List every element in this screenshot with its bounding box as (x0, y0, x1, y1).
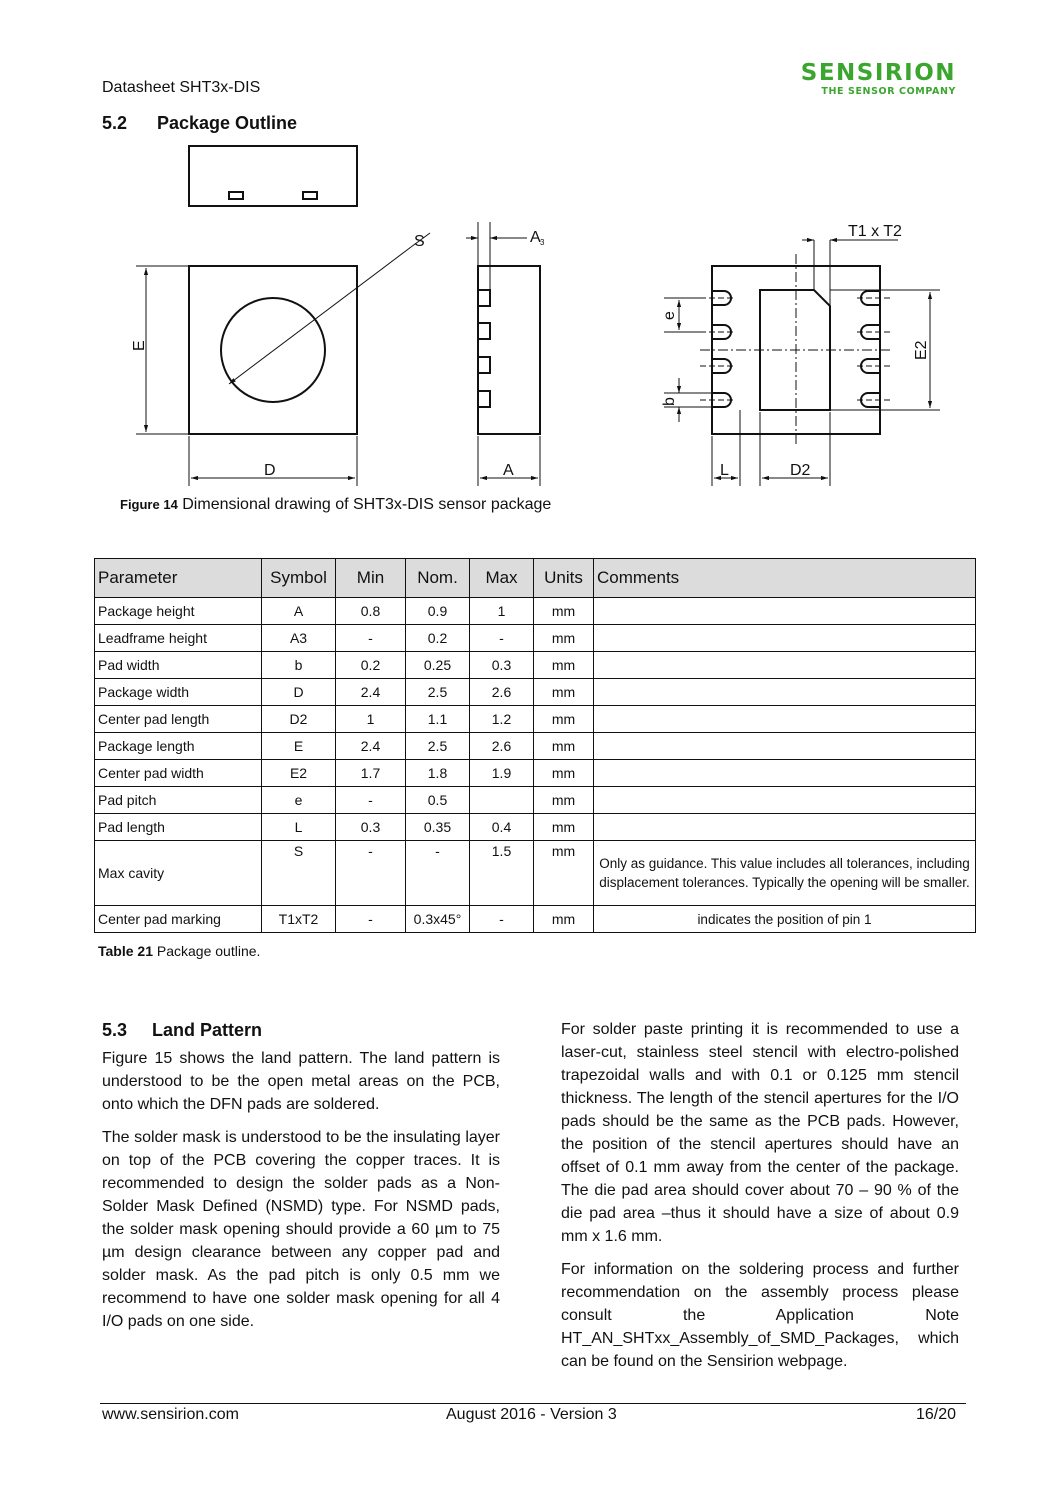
table-cell: 0.4 (470, 814, 534, 841)
table-caption-text: Package outline. (156, 943, 261, 959)
table-cell: - (336, 841, 406, 906)
table-cell: mm (534, 906, 594, 933)
side-view-top (189, 146, 357, 206)
table-cell: mm (534, 652, 594, 679)
table-cell: 1.9 (470, 760, 534, 787)
table-cell: mm (534, 598, 594, 625)
table-cell: Only as guidance. This value includes all tolerances, including displacement tolerances. Typically the opening will be smaller. (594, 841, 976, 906)
table-cell: mm (534, 706, 594, 733)
table-cell: Center pad marking (95, 906, 262, 933)
table-cell: - (406, 841, 470, 906)
table-cell (594, 733, 976, 760)
table-cell: Pad width (95, 652, 262, 679)
paragraph: Figure 15 shows the land pattern. The land pattern is understood to be the open metal areas on the PCB, onto which the DFN pads are soldered. (102, 1050, 500, 1113)
footer-page-number: 16/20 (915, 1406, 956, 1423)
label-E2: E2 (913, 340, 930, 360)
table-cell: 0.3x45° (406, 906, 470, 933)
table-cell: Package length (95, 733, 262, 760)
table-cell: A3 (262, 625, 336, 652)
table-cell: - (336, 906, 406, 933)
package-top-view (189, 266, 357, 434)
table-cell: Leadframe height (95, 625, 262, 652)
table-cell: mm (534, 814, 594, 841)
table-cell: 1 (336, 706, 406, 733)
table-header: Comments (594, 559, 976, 598)
section-number: 5.2 (102, 113, 128, 133)
table-cell: 0.3 (336, 814, 406, 841)
table-cell: E (262, 733, 336, 760)
footer-date-version: August 2016 - Version 3 (446, 1406, 617, 1423)
table-cell: A (262, 598, 336, 625)
table-cell (594, 679, 976, 706)
table-cell: 1.1 (406, 706, 470, 733)
table-cell: mm (534, 787, 594, 814)
table-cell: 0.2 (336, 652, 406, 679)
label-A: A (503, 462, 514, 479)
table-cell: mm (534, 733, 594, 760)
table-cell (594, 787, 976, 814)
table-cell (594, 652, 976, 679)
table-cell: Package width (95, 679, 262, 706)
table-cell: 1.2 (470, 706, 534, 733)
table-header: Symbol (262, 559, 336, 598)
table-row (95, 706, 976, 733)
table-cell: S (262, 841, 336, 906)
table-cell: 2.5 (406, 679, 470, 706)
table-cell: 0.8 (336, 598, 406, 625)
figure-caption-label: Figure 14 (120, 497, 178, 512)
cavity-circle (221, 298, 325, 402)
table-cell: 2.5 (406, 733, 470, 760)
table-header-row (95, 559, 976, 598)
table-cell: 0.3 (470, 652, 534, 679)
label-S: S (414, 233, 425, 250)
table-cell: Max cavity (95, 841, 262, 906)
table-caption-label: Table 21 (98, 943, 153, 959)
figure-caption (120, 496, 551, 514)
table-cell: 2.4 (336, 733, 406, 760)
table-row (95, 733, 976, 760)
table-row (95, 841, 976, 906)
table-cell: 1.7 (336, 760, 406, 787)
section-title: Land Pattern (152, 1020, 263, 1040)
table-cell: 2.6 (470, 733, 534, 760)
paragraph: For information on the soldering process and further recommendation on the assembly process please consult the Application Note HT_AN_SHTxx_Assembly_of_SMD_Packages, which can be found on the Sensirion webpage. (561, 1261, 959, 1370)
table-cell: 0.25 (406, 652, 470, 679)
table-cell: 0.5 (406, 787, 470, 814)
table-cell: D (262, 679, 336, 706)
document-title: Datasheet SHT3x-DIS (102, 79, 261, 96)
label-D2: D2 (790, 462, 811, 479)
table-cell: mm (534, 625, 594, 652)
footer-divider (100, 1403, 966, 1404)
table-row (95, 598, 976, 625)
table-cell: Pad length (95, 814, 262, 841)
table-cell: 0.2 (406, 625, 470, 652)
sensirion-logo (801, 60, 956, 97)
package-outline-table (94, 558, 976, 933)
table-header: Units (534, 559, 594, 598)
table-row (95, 760, 976, 787)
table-cell (594, 625, 976, 652)
section-5-3-heading (102, 1020, 262, 1041)
label-A3: A (530, 229, 541, 246)
label-E: E (131, 340, 148, 351)
table-row (95, 906, 976, 933)
table-cell (594, 760, 976, 787)
paragraph: For solder paste printing it is recommended to use a laser-cut, stainless steel stencil with electro-polished trapezoidal walls and with 0.1 or 0.125 mm stencil thickness. The length of the stencil apertures for the I/O pads should be the same as the PCB pads. However, the position of the stencil apertures should have an offset of 0.1 mm away from the center of the package. The die pad area should cover about 70 – 90 % of the die pad area –thus it should have a size of about 0.9 mm x 1.6 mm. (561, 1021, 959, 1245)
table-cell: Pad pitch (95, 787, 262, 814)
table-cell: T1xT2 (262, 906, 336, 933)
table-cell: b (262, 652, 336, 679)
table-cell: 2.4 (336, 679, 406, 706)
package-dimension-drawing (100, 140, 960, 495)
table-row (95, 679, 976, 706)
table-row (95, 814, 976, 841)
table-cell: 1.5 (470, 841, 534, 906)
label-D: D (264, 462, 276, 479)
label-T1T2: T1 x T2 (848, 223, 902, 240)
table-cell: - (336, 787, 406, 814)
table-row (95, 787, 976, 814)
label-e: e (661, 311, 678, 320)
section-5-2-heading (102, 113, 297, 134)
table-header: Min (336, 559, 406, 598)
table-cell: 1.8 (406, 760, 470, 787)
table-row (95, 625, 976, 652)
table-cell: mm (534, 841, 594, 906)
table-cell: 0.9 (406, 598, 470, 625)
table-header: Max (470, 559, 534, 598)
table-cell (594, 706, 976, 733)
table-cell: mm (534, 760, 594, 787)
table-cell: - (470, 906, 534, 933)
table-cell: 0.35 (406, 814, 470, 841)
table-cell: e (262, 787, 336, 814)
figure-caption-text: Dimensional drawing of SHT3x-DIS sensor package (182, 496, 552, 513)
table-cell: 2.6 (470, 679, 534, 706)
table-header: Parameter (95, 559, 262, 598)
table-cell: D2 (262, 706, 336, 733)
table-cell: mm (534, 679, 594, 706)
section-title: Package Outline (157, 113, 298, 133)
table-cell: - (470, 625, 534, 652)
footer-website: www.sensirion.com (102, 1406, 239, 1423)
table-cell: Center pad width (95, 760, 262, 787)
table-cell (594, 598, 976, 625)
label-A3-sub: 3 (540, 238, 545, 247)
table-header: Nom. (406, 559, 470, 598)
table-cell: indicates the position of pin 1 (594, 906, 976, 933)
table-row (95, 652, 976, 679)
label-L: L (720, 462, 729, 479)
logo-wordmark: SENSIRION (800, 60, 956, 86)
label-b: b (661, 397, 678, 406)
table-cell: Package height (95, 598, 262, 625)
paragraph: The solder mask is understood to be the insulating layer on top of the PCB covering the copper traces. It is recommended to design the solder pads as a Non-Solder Mask Defined (NSMD) type. For NSMD pads, the solder mask opening should provide a 60 µm to 75 µm design clearance between any copper pad and solder mask. As the pad pitch is only 0.5 mm we recommend to have one solder mask opening for all 4 I/O pads on one side. (102, 1129, 500, 1330)
left-column (102, 1047, 500, 1343)
table-cell: E2 (262, 760, 336, 787)
table-cell (594, 814, 976, 841)
package-side-view (478, 266, 540, 434)
table-cell (470, 787, 534, 814)
table-caption (98, 943, 260, 959)
table-cell: 1 (470, 598, 534, 625)
logo-tagline: THE SENSOR COMPANY (821, 86, 956, 97)
right-column (561, 1018, 959, 1383)
table-cell: - (336, 625, 406, 652)
table-cell: L (262, 814, 336, 841)
table-cell: Center pad length (95, 706, 262, 733)
section-number: 5.3 (102, 1020, 128, 1040)
